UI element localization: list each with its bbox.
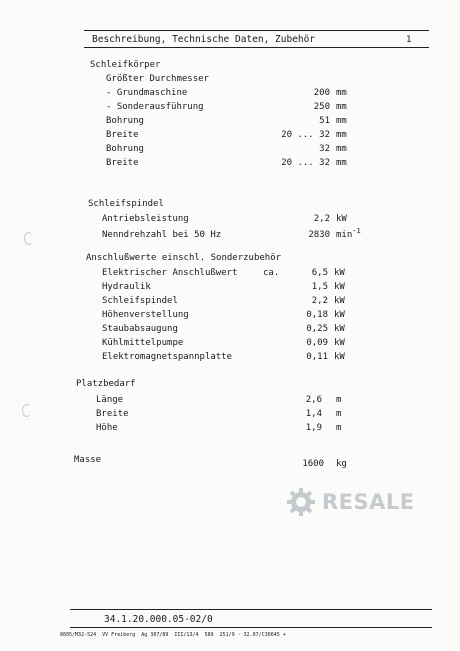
row-value: 1,5 bbox=[311, 282, 328, 292]
row-label: Länge bbox=[96, 395, 124, 405]
row-value: 2830 bbox=[308, 230, 330, 240]
row-label: Antriebsleistung bbox=[102, 214, 189, 224]
row-unit bbox=[334, 296, 345, 307]
unit-text: kW bbox=[334, 310, 345, 320]
unit-superscript: -1 bbox=[352, 227, 361, 235]
row-value: 200 bbox=[313, 88, 330, 98]
row-value: 51 bbox=[319, 116, 330, 126]
masse-value: 1600 bbox=[302, 459, 324, 469]
gear-icon bbox=[286, 487, 316, 517]
unit-text: m bbox=[336, 409, 342, 419]
row-value: 0,11 bbox=[306, 352, 328, 362]
row-label: - Grundmaschine bbox=[106, 88, 188, 98]
resale-watermark bbox=[286, 487, 415, 517]
section-heading-schleifspindel: Schleifspindel bbox=[88, 199, 164, 209]
print-line: 8605/M32-524 VV Freiberg Ag 307/89 III/13/4 589 251/9 - 32.07/C36645 + bbox=[60, 632, 286, 638]
row-value: 0,09 bbox=[306, 338, 328, 348]
row-unit bbox=[336, 130, 347, 141]
row-unit bbox=[336, 409, 341, 420]
unit-text: mm bbox=[336, 116, 347, 126]
row-label: Nenndrehzahl bei 50 Hz bbox=[102, 230, 222, 240]
header-rule-bottom bbox=[84, 47, 429, 48]
unit-text: mm bbox=[336, 158, 347, 168]
row-unit bbox=[336, 144, 347, 155]
unit-text: kW bbox=[334, 352, 345, 362]
row-value: 0,18 bbox=[306, 310, 328, 320]
row-label: - Sonderausführung bbox=[106, 102, 204, 112]
row-label: Staubabsaugung bbox=[102, 324, 178, 334]
row-label: Breite bbox=[96, 409, 129, 419]
unit-text: kW bbox=[336, 214, 347, 224]
row-label: Breite bbox=[106, 158, 139, 168]
row-unit bbox=[336, 116, 347, 127]
row-label: Schleifspindel bbox=[102, 296, 178, 306]
row-label: Höhe bbox=[96, 423, 118, 433]
row-unit bbox=[334, 324, 345, 335]
footer-rule-top bbox=[70, 609, 432, 610]
row-unit bbox=[336, 423, 341, 434]
header-rule-top bbox=[84, 30, 429, 31]
row-unit bbox=[336, 214, 347, 225]
unit-text: kW bbox=[334, 268, 345, 278]
row-unit bbox=[336, 227, 361, 241]
unit-text: kW bbox=[334, 296, 345, 306]
row-value: 2,6 bbox=[305, 395, 322, 405]
row-unit bbox=[336, 158, 347, 169]
row-unit bbox=[336, 102, 347, 113]
row-label: Elektrischer Anschlußwert bbox=[102, 268, 238, 278]
row-value: 32 bbox=[319, 144, 330, 154]
row-value: 2,2 bbox=[311, 296, 328, 306]
row-unit bbox=[334, 352, 345, 363]
punch-hole-mark bbox=[22, 404, 31, 417]
section-heading-platzbedarf: Platzbedarf bbox=[76, 379, 136, 389]
section-heading-anschlusswerte: Anschlußwerte einschl. Sonderzubehör bbox=[86, 253, 282, 263]
masse-label: Masse bbox=[74, 455, 102, 465]
row-value: 6,5 bbox=[311, 268, 328, 278]
unit-text: min bbox=[336, 230, 353, 240]
watermark-text: RESALE bbox=[322, 490, 415, 514]
ca-note: ca. bbox=[263, 268, 280, 278]
row-label: Elektromagnetspannplatte bbox=[102, 352, 233, 362]
footer-rule-bottom bbox=[70, 627, 432, 628]
row-value: 20 ... 32 bbox=[281, 130, 330, 140]
row-label: Hydraulik bbox=[102, 282, 151, 292]
unit-text: m bbox=[336, 395, 342, 405]
unit-text: mm bbox=[336, 144, 347, 154]
unit-text: kW bbox=[334, 282, 345, 292]
row-unit bbox=[336, 395, 341, 406]
row-unit bbox=[334, 338, 345, 349]
row-value: 1,9 bbox=[305, 423, 322, 433]
punch-hole-mark bbox=[24, 232, 33, 245]
unit-text: mm bbox=[336, 88, 347, 98]
row-value: 20 ... 32 bbox=[281, 158, 330, 168]
subheading-groesster-durchmesser: Größter Durchmesser bbox=[106, 74, 209, 84]
row-value: 1,4 bbox=[305, 409, 322, 419]
unit-text: kW bbox=[334, 338, 345, 348]
row-value: 2,2 bbox=[313, 214, 330, 224]
section-heading-schleifkoerper: Schleifkörper bbox=[90, 60, 161, 70]
unit-text: m bbox=[336, 423, 342, 433]
masse-unit: kg bbox=[336, 459, 347, 469]
unit-text: kW bbox=[334, 324, 345, 334]
row-label: Kühlmittelpumpe bbox=[102, 338, 184, 348]
row-value: 250 bbox=[313, 102, 330, 112]
header-title: Beschreibung, Technische Daten, Zubehör bbox=[92, 34, 316, 45]
row-unit bbox=[334, 282, 345, 293]
document-number: 34.1.20.000.05-02/0 bbox=[104, 614, 213, 625]
row-label: Bohrung bbox=[106, 116, 144, 126]
page-number: 1 bbox=[406, 35, 412, 45]
row-unit bbox=[334, 268, 345, 279]
row-label: Bohrung bbox=[106, 144, 144, 154]
row-unit bbox=[336, 88, 347, 99]
row-label: Breite bbox=[106, 130, 139, 140]
unit-text: mm bbox=[336, 130, 347, 140]
row-unit bbox=[334, 310, 345, 321]
row-value: 0,25 bbox=[306, 324, 328, 334]
unit-text: mm bbox=[336, 102, 347, 112]
row-label: Höhenverstellung bbox=[102, 310, 189, 320]
